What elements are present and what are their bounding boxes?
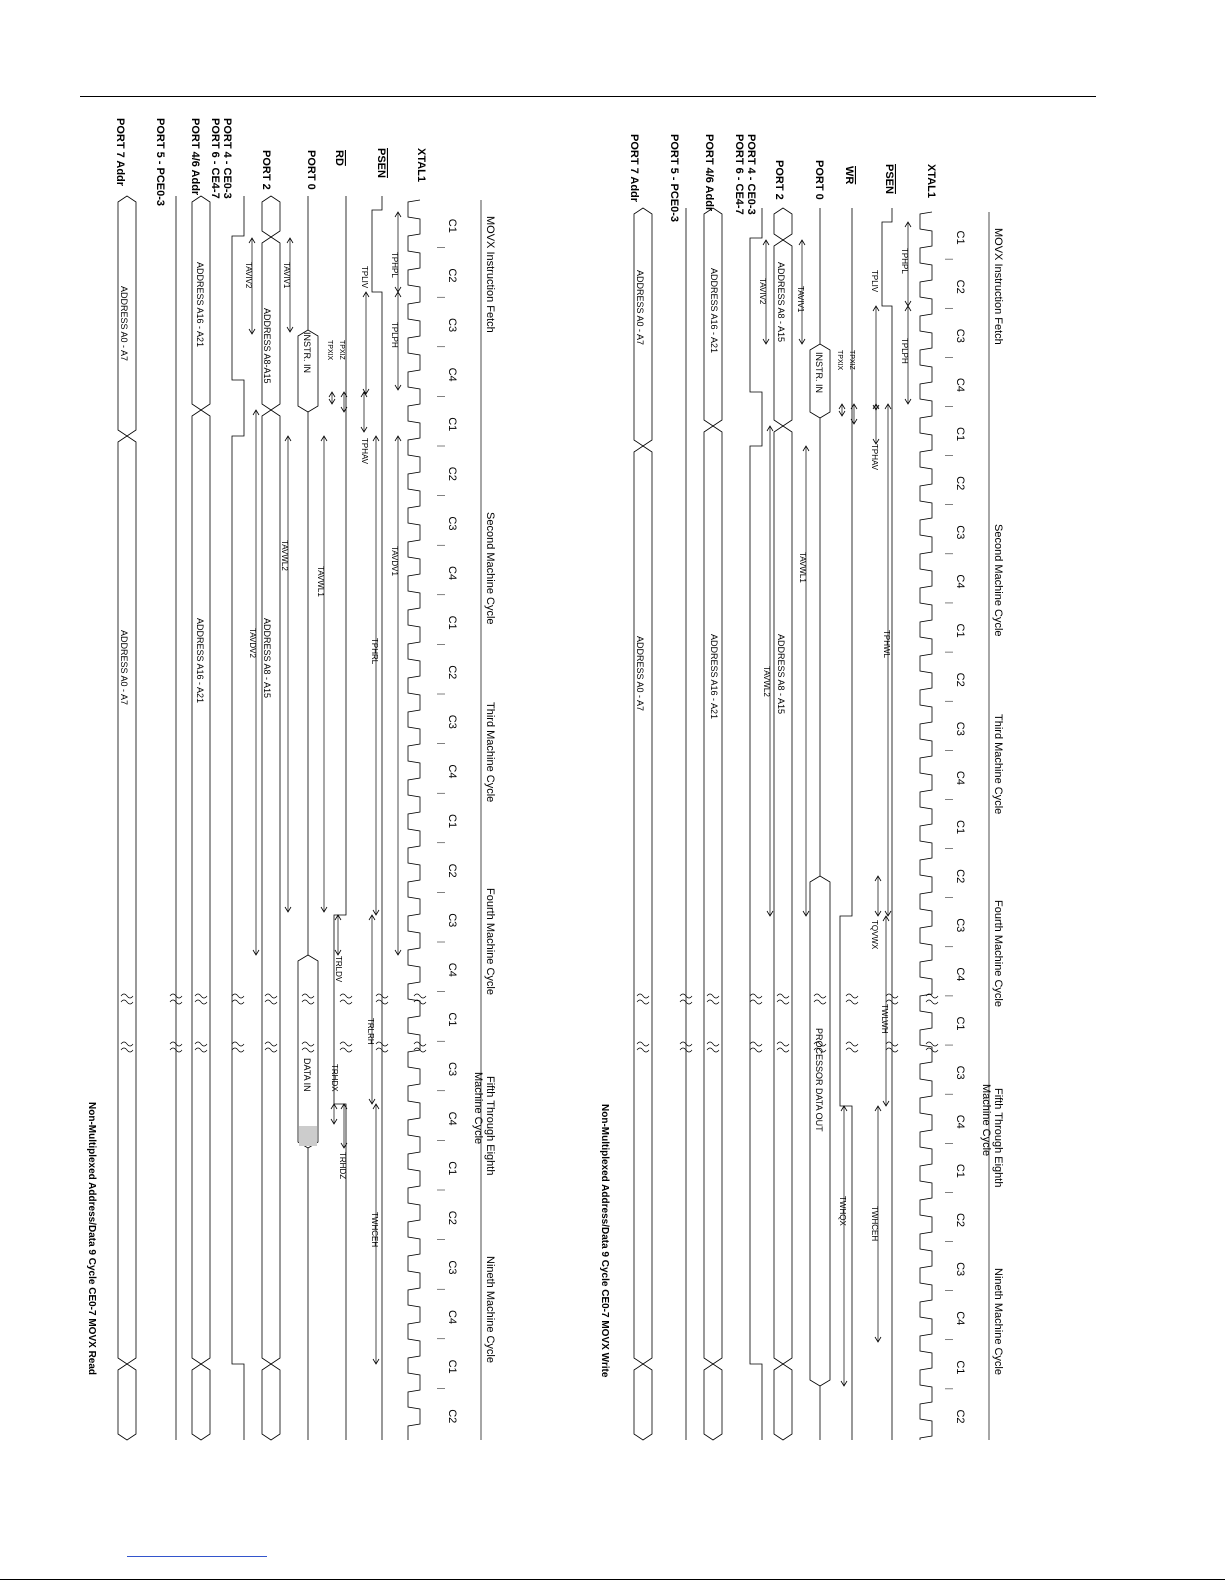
- read-cycle-header: [437, 200, 496, 1440]
- read-psen-wave: [372, 196, 382, 1440]
- read-state-14: C3: [446, 913, 458, 928]
- write-break-b-4: [777, 1042, 789, 1052]
- write-state-10: C3: [954, 721, 966, 736]
- write-cycle-label-3: Fourth Machine Cycle: [992, 900, 1004, 1007]
- write-state-17: C3: [954, 1065, 966, 1080]
- write-cycle-label-1: Second Machine Cycle: [992, 524, 1004, 637]
- read-t-tplph: TPLPH: [390, 322, 399, 348]
- write-t-tavwl1: TAVWL1: [798, 552, 807, 583]
- read-cycle-label-2: Third Machine Cycle: [484, 702, 496, 803]
- write-t-tphav: TPHAV: [870, 444, 879, 471]
- write-state-8: C1: [954, 623, 966, 638]
- read-t-taviv1: TAVIV1: [282, 262, 291, 289]
- read-state-6: C3: [446, 516, 458, 531]
- read-port2-seg-2: [262, 410, 280, 1364]
- read-break-a-8: [121, 994, 133, 1004]
- read-signal-port2: PORT 2: [260, 150, 272, 190]
- write-addr-a8-a15-first: ADDRESS A8 - A15: [776, 262, 786, 343]
- write-signal-port2: PORT 2: [773, 160, 785, 200]
- write-break-a-8: [637, 994, 649, 1004]
- write-t-taviv1: TAVIV1: [796, 286, 805, 313]
- read-cycle-label-0: MOVX Instruction Fetch: [484, 216, 496, 333]
- write-state-11: C4: [954, 770, 966, 785]
- write-addr-a0-a7-second: ADDRESS A0 - A7: [635, 636, 645, 712]
- write-port46-seg-2: [704, 1364, 722, 1440]
- read-t-tpxiz: TPXIZ: [338, 340, 345, 360]
- read-port7-seg-1: [118, 436, 136, 1364]
- read-t-trhdx: TRHDX: [330, 1064, 339, 1092]
- read-break-a-5: [232, 994, 244, 1004]
- write-state-14: C3: [954, 918, 966, 933]
- read-break-a-2: [340, 994, 352, 1004]
- read-break-a-3: [302, 994, 314, 1004]
- read-instr-in: INSTR. IN: [302, 332, 312, 374]
- write-signal-psen: PSEN: [883, 164, 895, 194]
- read-state-18: C4: [446, 1111, 458, 1126]
- read-state-0: C1: [446, 218, 458, 233]
- read-signal-port4-ce: PORT 4 - CE0-3: [221, 118, 233, 199]
- read-t-taviv2: TAVIV2: [244, 262, 253, 289]
- bottom-rule: [0, 1579, 1225, 1580]
- write-break-b-2: [846, 1042, 858, 1052]
- read-state-17: C3: [446, 1062, 458, 1077]
- read-data-in: DATA IN: [302, 1058, 312, 1092]
- write-t-tavwl2: TAVWL2: [762, 666, 771, 697]
- write-state-12: C1: [954, 820, 966, 835]
- write-break-b-8: [637, 1042, 649, 1052]
- read-caption: Non-Multiplexed Address/Data 9 Cycle CE0-7 MOVX Read: [86, 1102, 97, 1376]
- top-rule: [80, 96, 1096, 97]
- read-state-20: C2: [446, 1210, 458, 1225]
- read-state-24: C2: [446, 1409, 458, 1424]
- write-t-twhceh: TWHCEH: [870, 1206, 879, 1242]
- read-break-a-0: [414, 994, 426, 1004]
- read-t-tavwl2: TAVWL2: [280, 540, 289, 571]
- read-t-tphpl: TPHPL: [390, 252, 399, 278]
- write-port2-seg-3: [774, 1364, 792, 1440]
- write-port2-seg-2: [774, 426, 792, 1364]
- read-cycle-label-5: Nineth Machine Cycle: [484, 1256, 496, 1363]
- read-cycle-label-3: Fourth Machine Cycle: [484, 888, 496, 995]
- write-t-tpxix: TPXIX: [836, 350, 843, 371]
- write-state-0: C1: [954, 230, 966, 245]
- write-cycle-label-0: MOVX Instruction Fetch: [992, 228, 1004, 345]
- read-state-4: C1: [446, 417, 458, 432]
- write-state-7: C4: [954, 574, 966, 589]
- write-diagram: [599, 134, 1004, 1440]
- write-cycle-label-2: Third Machine Cycle: [992, 714, 1004, 815]
- write-cycle-label-4: Fifth Through Eighth: [992, 1088, 1004, 1188]
- read-t-tavdv1: TAVDV1: [390, 546, 399, 576]
- write-addr-a8-a15-second: ADDRESS A8 - A15: [776, 634, 786, 715]
- write-t-tphwl: TPHWL: [882, 630, 891, 658]
- read-t-trlrh: TRLRH: [366, 1018, 375, 1045]
- write-data-out: PROCESSOR DATA OUT: [814, 1028, 824, 1132]
- write-state-6: C3: [954, 525, 966, 540]
- write-t-tqvwx: TQVWX: [870, 920, 879, 950]
- read-state-23: C1: [446, 1359, 458, 1374]
- write-instr-in: INSTR. IN: [814, 352, 824, 394]
- footer-link-underline: [127, 1556, 267, 1557]
- write-port7-seg-2: [634, 1364, 652, 1440]
- read-state-1: C2: [446, 268, 458, 283]
- read-port0-data-tail: [299, 1126, 317, 1146]
- write-state-2: C3: [954, 328, 966, 343]
- write-break-b-5: [750, 1042, 762, 1052]
- write-break-a-6: [707, 994, 719, 1004]
- read-state-3: C4: [446, 367, 458, 382]
- read-diagram: [86, 118, 496, 1440]
- read-signal-port7-addr: PORT 7 Addr: [114, 118, 126, 187]
- write-cycle-label-fifth-2: Machine Cycle: [980, 1084, 992, 1157]
- read-state-12: C1: [446, 814, 458, 829]
- write-break-a-4: [777, 994, 789, 1004]
- read-state-5: C2: [446, 466, 458, 481]
- read-xtal1-wave: [408, 200, 420, 1440]
- read-break-b-4: [265, 1042, 277, 1052]
- write-port2-seg-0: [774, 208, 792, 240]
- write-signal-port0: PORT 0: [813, 160, 825, 200]
- read-ce-wave: [232, 196, 244, 1440]
- write-addr-a0-a7-first: ADDRESS A0 - A7: [635, 270, 645, 346]
- read-t-tavwl1: TAVWL1: [316, 566, 325, 597]
- read-state-21: C3: [446, 1260, 458, 1275]
- write-signal-port5-pce: PORT 5 - PCE0-3: [668, 134, 680, 223]
- write-caption: Non-Multiplexed Address/Data 9 Cycle CE0-7 MOVX Write: [599, 1104, 610, 1378]
- read-state-10: C3: [446, 714, 458, 729]
- read-break-b-8: [121, 1042, 133, 1052]
- write-state-24: C2: [954, 1409, 966, 1424]
- write-state-19: C1: [954, 1163, 966, 1178]
- read-addr-a0-a7-first: ADDRESS A0 - A7: [119, 286, 129, 362]
- read-cycle-label-fifth-2: Machine Cycle: [472, 1072, 484, 1145]
- read-signal-rd: RD: [333, 150, 345, 166]
- write-state-20: C2: [954, 1212, 966, 1228]
- write-waveforms: [634, 208, 938, 1440]
- write-signal-port7-addr: PORT 7 Addr: [628, 134, 640, 203]
- read-break-b-6: [195, 1042, 207, 1052]
- read-signal-port46-addr: PORT 4/6 Addr: [189, 118, 201, 196]
- write-signal-port46-addr: PORT 4/6 Addr: [703, 134, 715, 212]
- read-t-trhdz: TRHDZ: [338, 1152, 347, 1180]
- write-state-16: C1: [954, 1016, 966, 1031]
- write-signal-port4-ce: PORT 4 - CE0-3: [745, 134, 757, 215]
- read-t-tpxix: TPXIX: [326, 340, 333, 361]
- read-state-11: C4: [446, 764, 458, 779]
- read-state-13: C2: [446, 863, 458, 878]
- write-psen-wave: [882, 208, 892, 1440]
- write-wr-wave: [840, 208, 852, 1440]
- write-state-21: C3: [954, 1262, 966, 1277]
- write-state-9: C2: [954, 672, 966, 687]
- write-xtal1-wave: [920, 212, 932, 1440]
- read-t-tphav: TPHAV: [360, 438, 369, 465]
- read-addr-a8-a15-second: ADDRESS A8 - A15: [262, 618, 272, 699]
- write-cycle-header: [945, 212, 1004, 1440]
- read-rd-wave: [334, 196, 346, 1440]
- write-break-b-6: [707, 1042, 719, 1052]
- read-break-a-4: [265, 994, 277, 1004]
- write-t-tpliv: TPLIV: [870, 270, 879, 293]
- write-t-tplph: TPLPH: [900, 338, 909, 364]
- read-state-22: C4: [446, 1310, 458, 1325]
- read-break-a-6: [195, 994, 207, 1004]
- read-break-b-3: [302, 1042, 314, 1052]
- read-signal-psen: PSEN: [375, 148, 387, 178]
- read-port7-seg-2: [118, 1364, 136, 1440]
- read-port2-seg-0: [262, 196, 280, 237]
- write-addr-a16-a21-second: ADDRESS A16 - A21: [709, 634, 719, 720]
- read-signal-xtal1: XTAL1: [415, 148, 427, 183]
- write-timing-arrows: [763, 222, 911, 1386]
- read-addr-a0-a7-second: ADDRESS A0 - A7: [119, 630, 129, 706]
- write-break-a-2: [846, 994, 858, 1004]
- write-t-tpxiz: TPXIZ: [848, 350, 855, 370]
- write-state-23: C1: [954, 1360, 966, 1375]
- write-state-13: C2: [954, 869, 966, 884]
- write-t-twlwh: TWLWH: [880, 1004, 889, 1034]
- read-signal-port0: PORT 0: [305, 150, 317, 190]
- write-state-1: C2: [954, 279, 966, 294]
- read-state-19: C1: [446, 1161, 458, 1176]
- write-state-4: C1: [954, 427, 966, 442]
- read-addr-a16-a21-second: ADDRESS A16 - A21: [195, 618, 205, 704]
- read-state-15: C4: [446, 962, 458, 977]
- read-t-twhceh: TWHCEH: [370, 1212, 379, 1248]
- read-state-8: C1: [446, 615, 458, 630]
- write-break-a-3: [814, 994, 826, 1004]
- read-port2-seg-3: [262, 1364, 280, 1440]
- read-t-tavdv2: TAVDV2: [248, 628, 257, 658]
- read-state-9: C2: [446, 665, 458, 680]
- write-port46-seg-1: [704, 426, 722, 1364]
- write-state-18: C4: [954, 1114, 966, 1129]
- write-state-15: C4: [954, 967, 966, 982]
- read-state-7: C4: [446, 566, 458, 581]
- write-signal-xtal1: XTAL1: [925, 164, 937, 199]
- write-signal-port6-ce: PORT 6 - CE4-7: [733, 134, 745, 215]
- write-signal-wr: WR: [843, 166, 855, 185]
- write-cycle-label-5: Nineth Machine Cycle: [992, 1268, 1004, 1375]
- read-state-2: C3: [446, 318, 458, 333]
- read-break-b-5: [232, 1042, 244, 1052]
- read-timing-arrows: [249, 212, 401, 1364]
- read-t-trldv: TRLDV: [334, 956, 343, 983]
- write-ce-wave: [750, 208, 762, 1440]
- read-break-b-2: [340, 1042, 352, 1052]
- write-port7-seg-1: [634, 446, 652, 1364]
- write-state-3: C4: [954, 377, 966, 392]
- write-addr-a16-a21-first: ADDRESS A16 - A21: [709, 268, 719, 354]
- write-t-twhqx: TWHQX: [838, 1196, 847, 1226]
- read-port0-data-seg-0: [298, 955, 318, 1148]
- read-t-tphrl: TPHRL: [370, 638, 379, 665]
- write-break-a-5: [750, 994, 762, 1004]
- read-port46-seg-1: [192, 410, 210, 1364]
- write-t-taviv2: TAVIV2: [758, 278, 767, 305]
- read-t-tpliv: TPLIV: [360, 266, 369, 289]
- read-addr-a8-a15-first: ADDRESS A8-A15: [262, 308, 272, 384]
- read-cycle-label-1: Second Machine Cycle: [484, 512, 496, 625]
- read-signal-port6-ce: PORT 6 - CE4-7: [209, 118, 221, 199]
- write-state-5: C2: [954, 476, 966, 491]
- read-state-16: C1: [446, 1012, 458, 1027]
- write-break-a-0: [926, 994, 938, 1004]
- read-cycle-label-4: Fifth Through Eighth: [484, 1076, 496, 1176]
- read-signal-port5-pce: PORT 5 - PCE0-3: [154, 118, 166, 207]
- read-addr-a16-a21-first: ADDRESS A16 - A21: [195, 262, 205, 348]
- read-port46-seg-2: [192, 1364, 210, 1440]
- write-t-tphpl: TPHPL: [900, 248, 909, 274]
- write-state-22: C4: [954, 1311, 966, 1326]
